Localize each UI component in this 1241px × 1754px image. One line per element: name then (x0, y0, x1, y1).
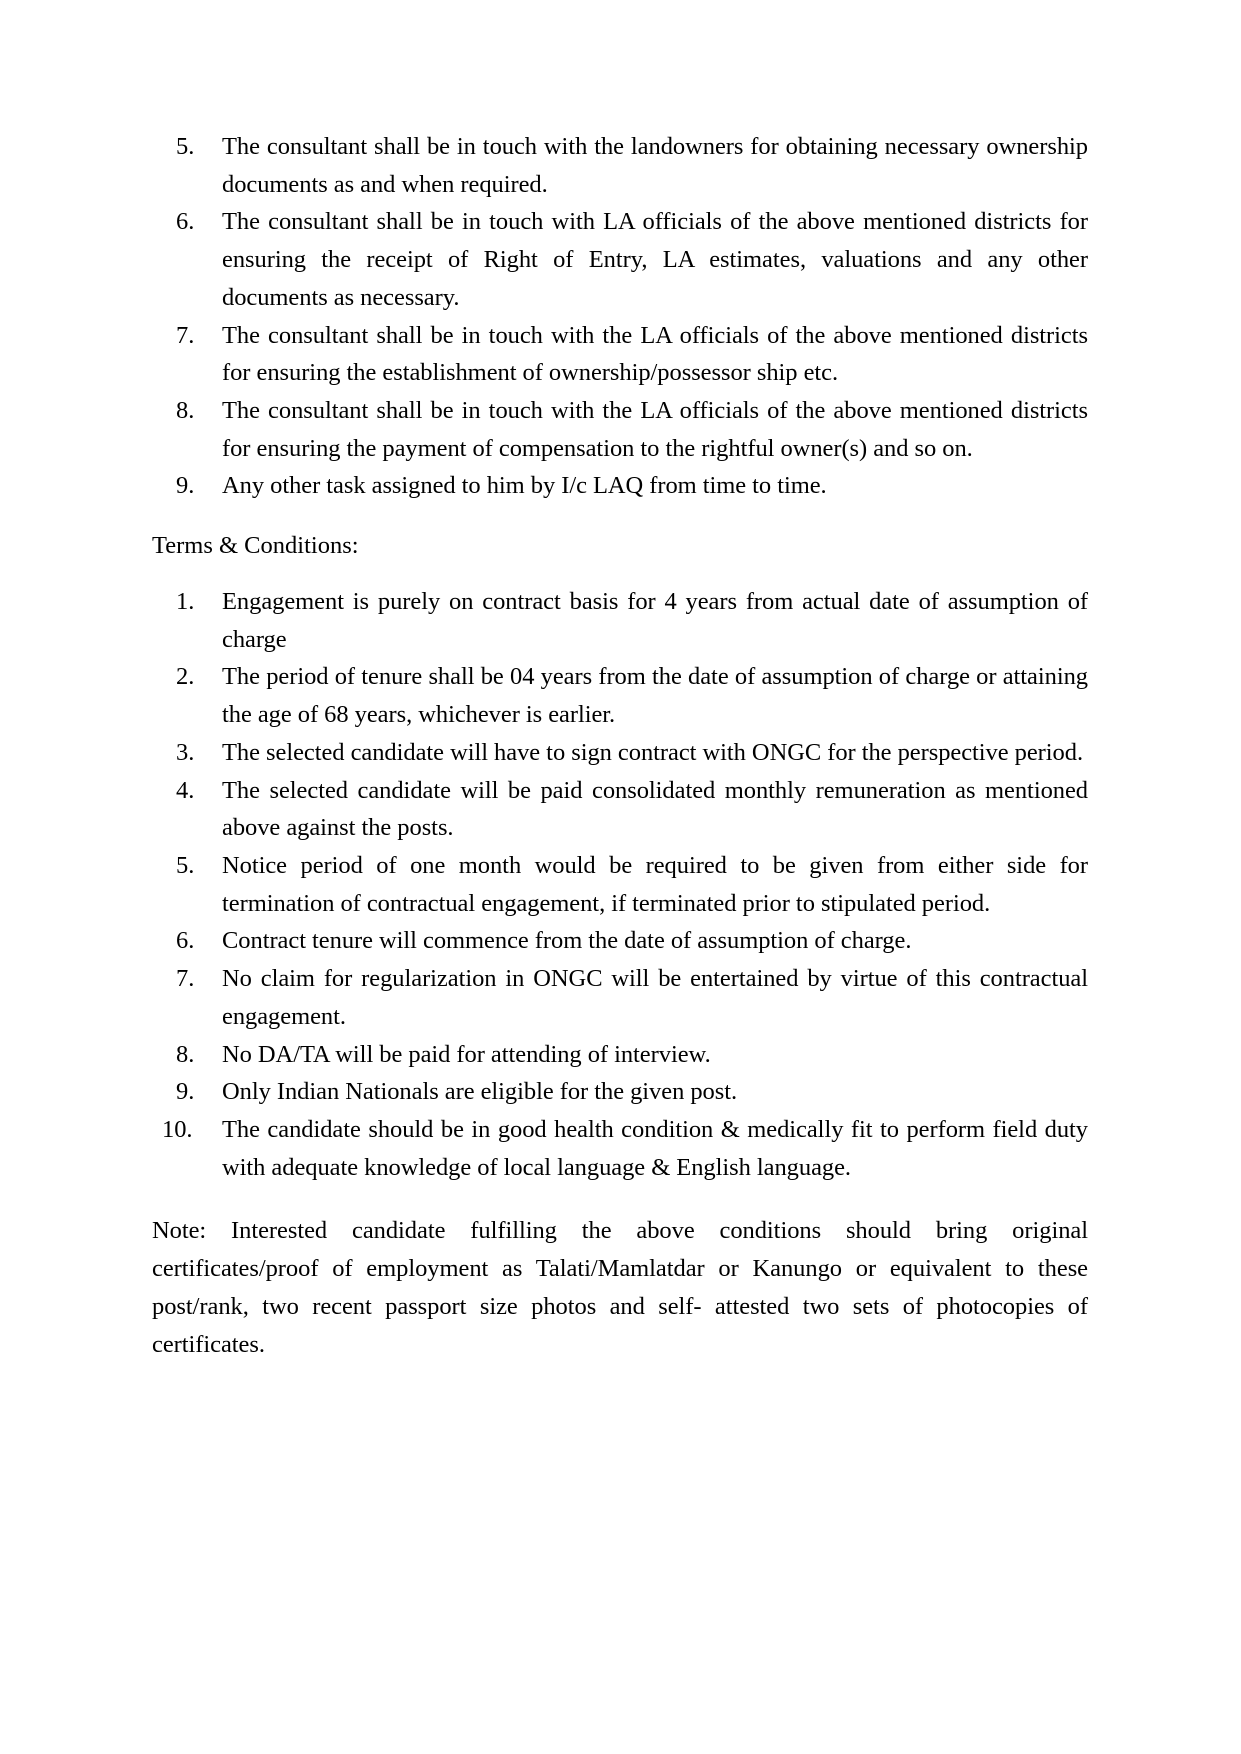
list-item-text: The consultant shall be in touch with LA officials of the above mentioned districts for ensuring the receipt of Right of Entry, LA estimates, valuations and any other documents as necessary. (222, 208, 1088, 311)
list-item (150, 734, 1088, 772)
list-item (150, 922, 1088, 960)
list-item-number: 10. (162, 1115, 193, 1143)
list-item-number: 6. (176, 208, 195, 236)
list-item-text: Any other task assigned to him by I/c LAQ from time to time. (222, 472, 827, 500)
list-item (150, 1111, 1088, 1186)
list-item-text: The selected candidate will be paid consolidated monthly remuneration as mentioned above against the posts. (222, 776, 1088, 842)
terms-list (150, 583, 1088, 1187)
list-item (150, 658, 1088, 733)
list-item-number: 8. (176, 1040, 195, 1068)
list-item (150, 392, 1088, 467)
list-item (150, 960, 1088, 1035)
list-item-text: The consultant shall be in touch with the LA officials of the above mentioned districts for ensuring the establishment of ownership/possessor ship etc. (222, 321, 1088, 387)
list-item (150, 583, 1088, 658)
list-item-text: The candidate should be in good health condition & medically fit to perform field duty with adequate knowledge of local language & English language. (222, 1115, 1088, 1181)
list-item-text: Notice period of one month would be required to be given from either side for termination of contractual engagement, if terminated prior to stipulated period. (222, 851, 1088, 917)
list-item (150, 317, 1088, 392)
list-item (150, 467, 1088, 505)
list-item-text: Engagement is purely on contract basis for 4 years from actual date of assumption of charge (222, 587, 1088, 653)
list-item-number: 8. (176, 397, 195, 425)
tasks-list (150, 128, 1088, 505)
document-content (150, 128, 1088, 1401)
list-item-number: 4. (176, 776, 195, 804)
list-item-number: 7. (176, 965, 195, 993)
list-item-number: 1. (176, 587, 195, 615)
list-item-text: The consultant shall be in touch with the LA officials of the above mentioned districts for ensuring the payment of compensation to the rightful owner(s) and so on. (222, 397, 1088, 462)
list-item-number: 2. (176, 663, 195, 691)
terms-and-conditions-heading: Terms & Conditions: (152, 532, 359, 560)
list-item-text: The consultant shall be in touch with the landowners for obtaining necessary ownership documents as and when required. (222, 133, 1088, 198)
list-item-number: 9. (176, 472, 195, 500)
note-paragraph: Note: Interested candidate fulfilling the above conditions should bring original certificates/proof of employment as Talati/Mamlatdar or Kanungo or equivalent to these post/rank, two recent passport size photos and self- attested two sets of photocopies of certificates. (152, 1217, 1088, 1358)
list-item (150, 128, 1088, 203)
list-item (150, 847, 1088, 922)
list-item-text: Contract tenure will commence from the date of assumption of charge. (222, 927, 912, 955)
list-item-text: The selected candidate will have to sign contract with ONGC for the perspective period. (222, 738, 1084, 766)
list-item (150, 203, 1088, 316)
list-item (150, 1036, 1088, 1074)
list-item-text: The period of tenure shall be 04 years from the date of assumption of charge or attaining the age of 68 years, whichever is earlier. (222, 663, 1088, 729)
list-item-text: No DA/TA will be paid for attending of interview. (222, 1040, 711, 1068)
list-item-number: 5. (176, 133, 195, 160)
list-item-text: Only Indian Nationals are eligible for the given post. (222, 1078, 738, 1106)
list-item-number: 5. (176, 851, 195, 879)
list-item-number: 9. (176, 1078, 195, 1106)
list-item-number: 6. (176, 927, 195, 955)
list-item-number: 7. (176, 321, 195, 349)
list-item (150, 772, 1088, 847)
list-item-text: No claim for regularization in ONGC will be entertained by virtue of this contractual engagement. (222, 965, 1088, 1030)
list-item-number: 3. (176, 738, 195, 766)
list-item (150, 1073, 1088, 1111)
